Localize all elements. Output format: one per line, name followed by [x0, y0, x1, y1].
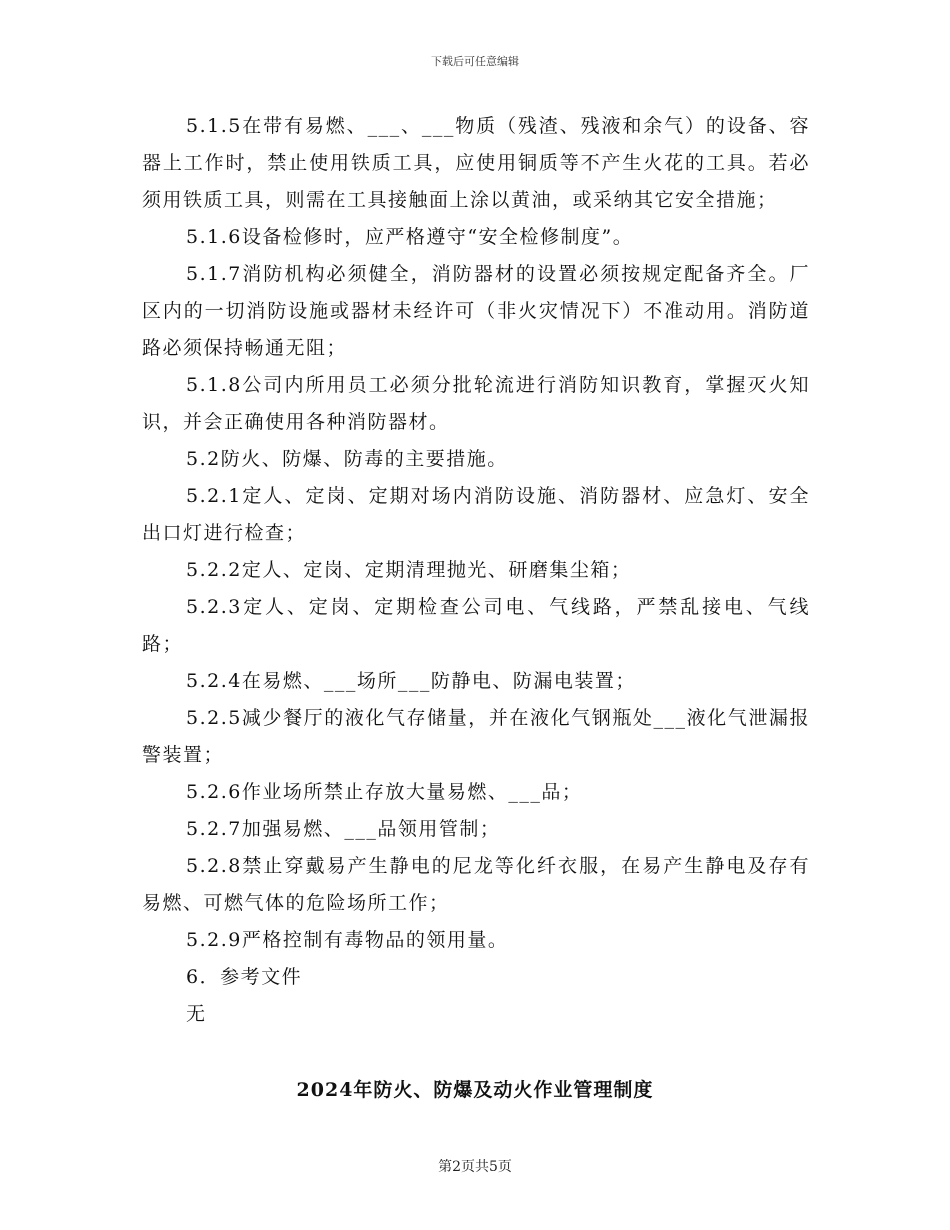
- paragraph: 5.2.7加强易燃、___品领用管制；: [186, 818, 501, 840]
- paragraph: 5.2.9严格控制有毒物品的领用量。: [186, 929, 509, 951]
- page-header: 下载后可任意编辑: [431, 55, 519, 68]
- paragraph: 5.2.4在易燃、___场所___防静电、防漏电装置；: [186, 670, 636, 692]
- paragraph: 5.2防火、防爆、防毒的主要措施。: [186, 448, 508, 470]
- paragraph: 5.2.1定人、定岗、定期对场内消防设施、消防器材、应急灯、安全出口灯进行检查；: [142, 485, 810, 544]
- section-heading: 6．参考文件: [186, 966, 303, 988]
- paragraph: 5.2.3定人、定岗、定期检查公司电、气线路，严禁乱接电、气线路；: [142, 596, 810, 655]
- paragraph: 5.1.5在带有易燃、___、___物质（残渣、残液和余气）的设备、容器上工作时，禁止使用铁质工具，应使用铜质等不产生火花的工具。若必须用铁质工具，则需在工具接触面上涂以黄油，或采纳其它安全措施；: [142, 115, 810, 211]
- paragraph: 5.2.6作业场所禁止存放大量易燃、___品；: [186, 781, 583, 803]
- paragraph: 5.2.2定人、定岗、定期清理抛光、研磨集尘箱；: [186, 559, 632, 581]
- page-number: 第2页共5页: [438, 1159, 512, 1175]
- paragraph: 5.1.8公司内所用员工必须分批轮流进行消防知识教育，掌握灭火知识，并会正确使用各种消防器材。: [142, 374, 810, 433]
- document-body: [142, 108, 810, 1033]
- paragraph: 5.2.8禁止穿戴易产生静电的尼龙等化纤衣服，在易产生静电及存有易燃、可燃气体的危险场所工作；: [142, 855, 810, 914]
- document-title: 2024年防火、防爆及动火作业管理制度: [296, 1079, 654, 1101]
- paragraph: 5.1.6设备检修时，应严格遵守“安全检修制度”。: [186, 226, 634, 248]
- paragraph: 无: [186, 1003, 207, 1025]
- paragraph: 5.2.5减少餐厅的液化气存储量，并在液化气钢瓶处___液化气泄漏报警装置；: [142, 707, 810, 766]
- paragraph: 5.1.7消防机构必须健全，消防器材的设置必须按规定配备齐全。厂区内的一切消防设施或器材未经许可（非火灾情况下）不准动用。消防道路必须保持畅通无阻；: [142, 263, 810, 359]
